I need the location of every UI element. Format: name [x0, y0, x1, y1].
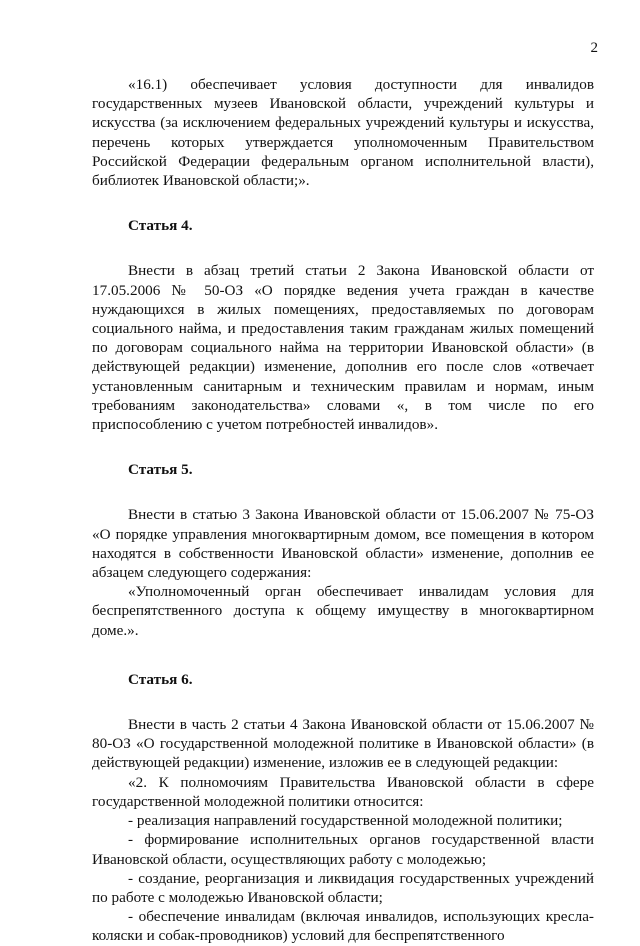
- article-6-item-intro: «2. К полномочиям Правительства Ивановской области в сфере государственной молодежной политики относится:: [92, 773, 594, 810]
- article-5-text: Внести в статью 3 Закона Ивановской области от 15.06.2007 № 75-ОЗ «О порядке управления многоквартирным домом, все помещения в котором находятся в собственности Ивановской области» изменение, дополнив ее абзацем следующего содержания:: [92, 506, 594, 582]
- article-4-heading: Статья 4.: [128, 217, 193, 235]
- document-body: [92, 75, 594, 946]
- article-6-text: Внести в часть 2 статьи 4 Закона Ивановской области от 15.06.2007 № 80-ОЗ «О государственной молодежной политике в Ивановской области» (в действующей редакции) изменение, изложив ее в следующей редакции:: [92, 716, 594, 772]
- article-6-heading: Статья 6.: [128, 670, 193, 688]
- article-6-item: - формирование исполнительных органов государственной власти Ивановской области, осуществляющих работу с молодежью;: [92, 831, 594, 868]
- article-4-text: Внести в абзац третий статьи 2 Закона Ивановской области от 17.05.2006 № 50-ОЗ «О порядке ведения учета граждан в качестве нуждающихся в жилых помещениях, предоставляемых по договорам социального найма, и предоставления таким гражданам жилых помещений по договорам социального найма на территории Ивановской области» (в действующей редакции) изменение, дополнив его после слов «отвечает установленным санитарным и техническим правилам и нормам, иным требованиям законодательства» словами «, в том числе по его приспособлению с учетом потребностей инвалидов».: [92, 262, 594, 434]
- article-6-item: - обеспечение инвалидам (включая инвалидов, использующих кресла-коляски и собак-проводников) условий для беспрепятственного: [92, 908, 594, 945]
- article-5-heading: Статья 5.: [128, 461, 193, 479]
- page-number: 2: [590, 40, 598, 56]
- article-6-item: - реализация направлений государственной молодежной политики;: [128, 812, 563, 830]
- intro-paragraph: «16.1) обеспечивает условия доступности для инвалидов государственных музеев Ивановской области, учреждений культуры и искусства (за исключением федеральных учреждений культуры и искусства, перечень которых утверждается уполномоченным Правительством Российской Федерации федеральным органом исполнительной власти), библиотек Ивановской области;».: [92, 76, 594, 190]
- article-5-quote: «Уполномоченный орган обеспечивает инвалидам условия для беспрепятственного доступа к общему имуществу в многоквартирном доме.».: [92, 583, 594, 639]
- article-6-item: - создание, реорганизация и ликвидация государственных учреждений по работе с молодежью Ивановской области;: [92, 869, 594, 906]
